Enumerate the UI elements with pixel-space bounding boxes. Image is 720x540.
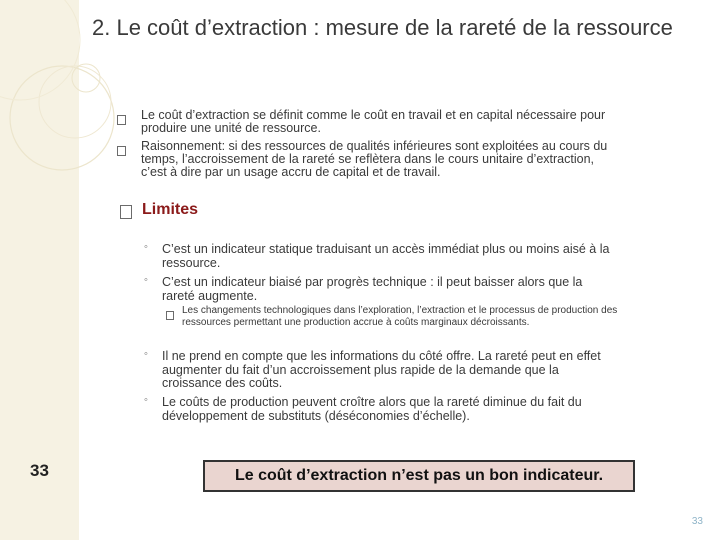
limits-bullet-2	[162, 276, 582, 303]
slide-title: 2. Le coût d’extraction : mesure de la rareté de la ressource	[92, 15, 673, 40]
bullet-circle-icon: ◦	[144, 274, 148, 286]
limits-heading: Limites	[142, 201, 199, 218]
text-line: C’est un indicateur biaisé par progrès technique : il peut baisser alors que la	[162, 275, 583, 289]
text-line: croissance des coûts.	[162, 376, 283, 390]
page-number: 33	[30, 461, 49, 480]
bullet-circle-icon: ◦	[144, 394, 148, 406]
intro-bullet-1	[141, 109, 605, 135]
text-line: augmenter du fait d’un accroissement plus rapide de la demande que la	[162, 362, 559, 377]
text-line: Raisonnement: si des ressources de qualités inférieures sont exploitées au cours du	[141, 139, 608, 153]
sub-bullet	[182, 305, 617, 328]
limits-bullet-1	[162, 243, 609, 270]
text-line: développement de substituts (déséconomies d’échelle).	[162, 408, 470, 423]
conclusion-text: Le coût d’extraction n’est pas un bon indicateur.	[234, 467, 604, 484]
intro-bullet-2	[141, 140, 607, 179]
text-line: Le coûts de production peuvent croître alors que la rareté diminue du fait du	[162, 395, 582, 409]
bullet-square-icon	[120, 205, 132, 224]
text-line: produire une unité de ressource.	[141, 121, 321, 135]
text-line: Les changements technologiques dans l’exploration, l’extraction et le processus de production des	[182, 305, 618, 316]
footer-page-number: 33	[691, 516, 703, 527]
text-line: C’est un indicateur statique traduisant un accès immédiat plus ou moins aisé à la	[162, 242, 610, 256]
more-bullet-2	[162, 396, 582, 423]
text-line: rareté augmente.	[162, 288, 258, 303]
more-bullet-1	[162, 350, 601, 391]
text-line: c’est à dire par un usage accru de capital et de travail.	[141, 165, 441, 179]
text-line: temps, l’accroissement de la rareté se reflètera dans le cours unitaire d’extraction,	[141, 152, 594, 166]
bullet-square-icon	[166, 307, 174, 325]
text-line: ressource.	[162, 255, 221, 270]
bullet-circle-icon: ◦	[144, 241, 148, 253]
text-line: Il ne prend en compte que les informations du côté offre. La rareté peut en effet	[162, 349, 601, 363]
bullet-square-icon	[117, 143, 126, 161]
text-line: Le coût d’extraction se définit comme le coût en travail et en capital nécessaire pour	[141, 108, 606, 122]
conclusion-box	[203, 460, 635, 492]
bullet-square-icon	[117, 112, 126, 130]
text-line: ressources permettant une production accrue à coûts marginaux décroissants.	[182, 316, 530, 328]
bullet-circle-icon: ◦	[144, 348, 148, 360]
